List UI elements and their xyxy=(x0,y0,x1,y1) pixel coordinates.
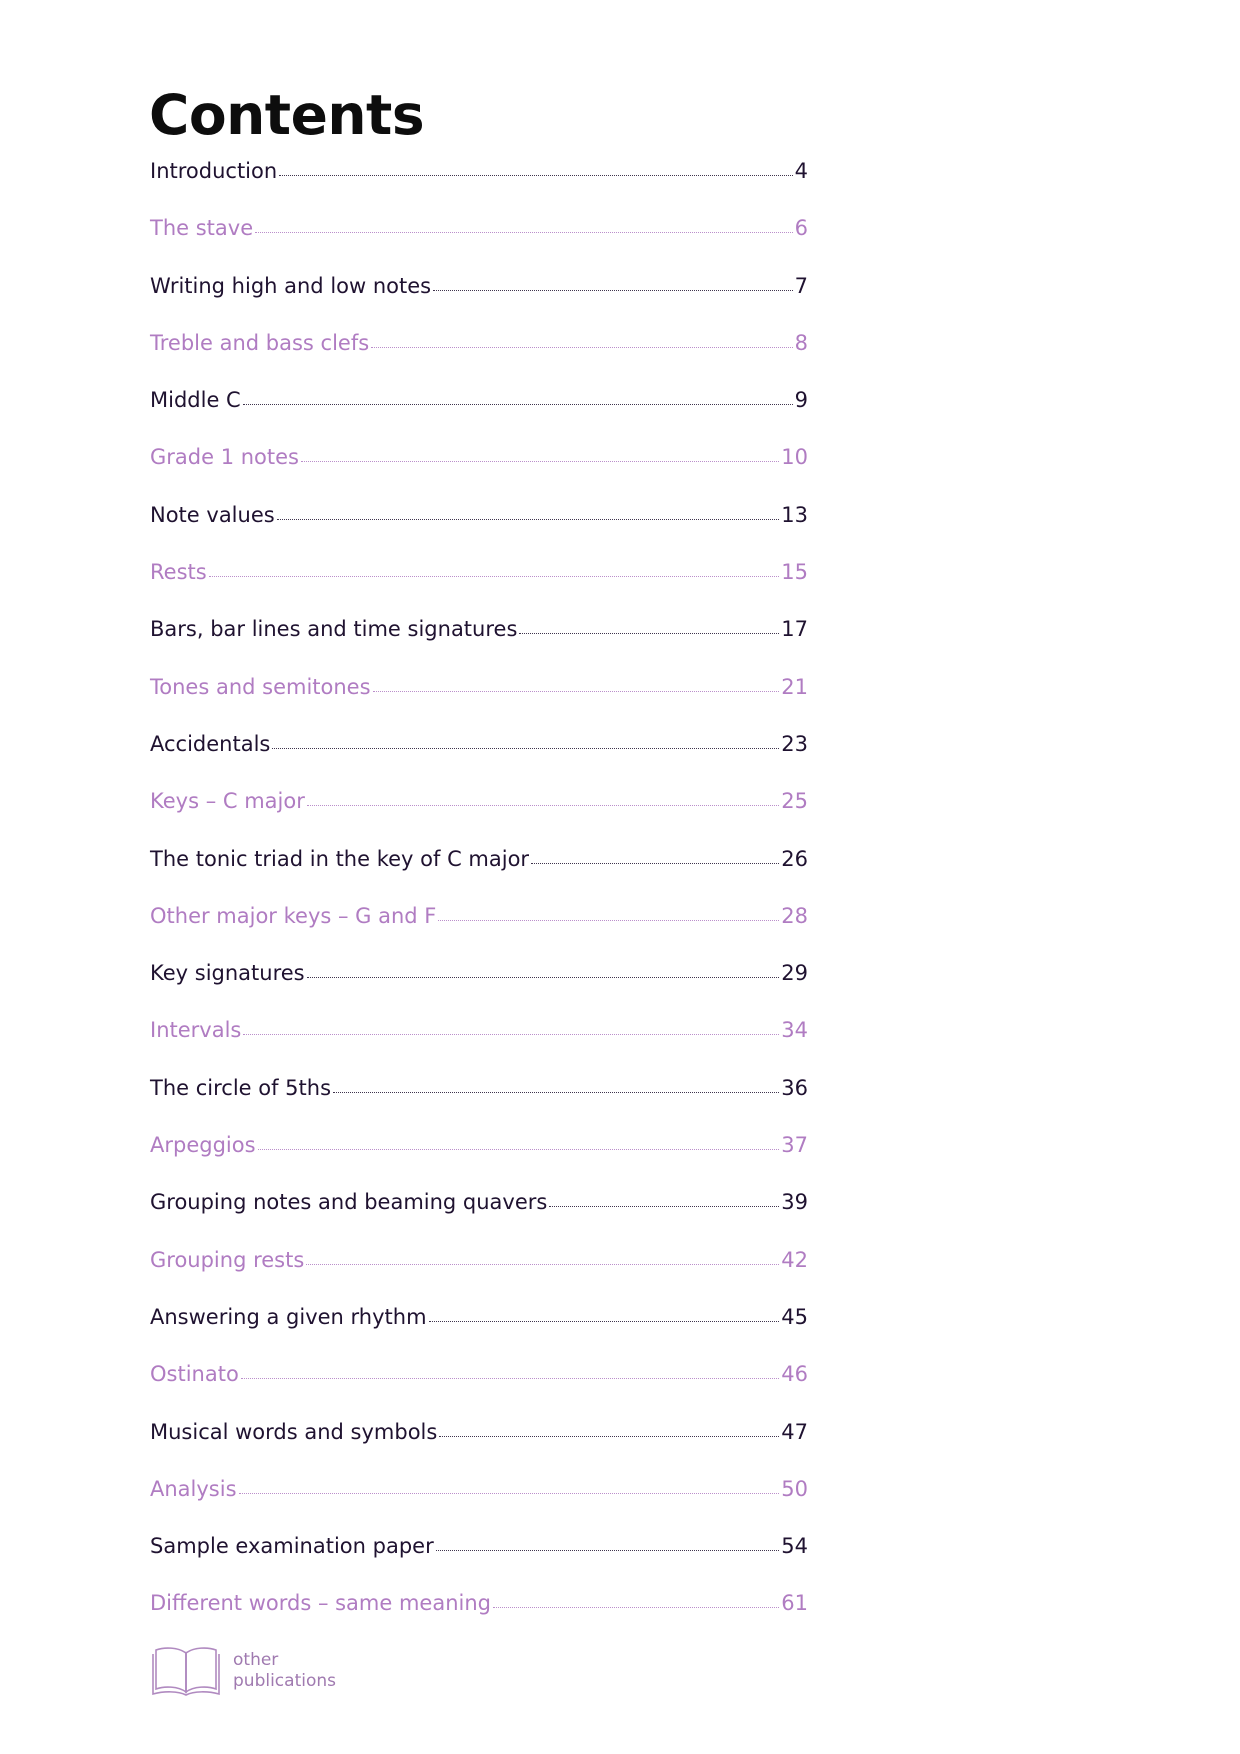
toc-entry[interactable] xyxy=(150,669,808,726)
toc-entry-title: Ostinato xyxy=(150,1362,239,1387)
toc-entry-title: The circle of 5ths xyxy=(150,1075,332,1100)
dot-leader xyxy=(258,1148,780,1150)
toc-entry-page-number: 10 xyxy=(781,445,808,470)
dot-leader xyxy=(333,1091,779,1093)
toc-entry-page-number: 15 xyxy=(781,560,808,585)
toc-entry-title: Sample examination paper xyxy=(150,1534,434,1559)
toc-entry-page-number: 13 xyxy=(781,502,808,527)
dot-leader xyxy=(519,632,779,634)
toc-entry-page-number: 54 xyxy=(781,1534,808,1559)
toc-entry-page-number: 50 xyxy=(781,1476,808,1501)
toc-entry[interactable] xyxy=(150,554,808,611)
toc-entry[interactable] xyxy=(150,898,808,955)
toc-entry-title: Musical words and symbols xyxy=(150,1419,438,1444)
toc-entry-page-number: 42 xyxy=(781,1247,808,1272)
toc-entry[interactable] xyxy=(150,955,808,1012)
dot-leader xyxy=(277,518,780,520)
other-publications-line1: other xyxy=(233,1650,279,1670)
toc-entry-title: Grade 1 notes xyxy=(150,445,299,470)
table-of-contents xyxy=(150,153,808,1643)
toc-entry-page-number: 25 xyxy=(781,789,808,814)
toc-entry-page-number: 26 xyxy=(781,846,808,871)
dot-leader xyxy=(301,460,779,462)
toc-entry-title: Different words – same meaning xyxy=(150,1591,492,1616)
dot-leader xyxy=(493,1606,779,1608)
toc-entry[interactable] xyxy=(150,1184,808,1241)
toc-entry-page-number: 23 xyxy=(781,731,808,756)
toc-entry[interactable] xyxy=(150,1356,808,1413)
toc-entry-title: Treble and bass clefs xyxy=(150,330,370,355)
toc-entry[interactable] xyxy=(150,1471,808,1528)
toc-entry-page-number: 8 xyxy=(794,330,808,355)
toc-entry-title: The stave xyxy=(150,216,254,241)
toc-entry-title: Keys – C major xyxy=(150,789,305,814)
dot-leader xyxy=(255,231,793,233)
dot-leader xyxy=(433,289,793,291)
toc-entry-title: Bars, bar lines and time signatures xyxy=(150,617,518,642)
dot-leader xyxy=(272,747,779,749)
toc-entry-title: Accidentals xyxy=(150,731,271,756)
toc-entry[interactable] xyxy=(150,382,808,439)
toc-entry-page-number: 47 xyxy=(781,1419,808,1444)
dot-leader xyxy=(549,1205,779,1207)
toc-entry-title: Intervals xyxy=(150,1018,242,1043)
toc-entry-page-number: 4 xyxy=(794,159,808,183)
dot-leader xyxy=(373,690,780,692)
toc-entry-title: Note values xyxy=(150,502,275,527)
toc-entry[interactable] xyxy=(150,325,808,382)
toc-entry-page-number: 45 xyxy=(781,1304,808,1329)
toc-entry[interactable] xyxy=(150,268,808,325)
toc-entry-title: Rests xyxy=(150,560,207,585)
toc-entry[interactable] xyxy=(150,1414,808,1471)
toc-entry[interactable] xyxy=(150,153,808,210)
dot-leader xyxy=(279,174,792,176)
toc-entry-title: Writing high and low notes xyxy=(150,273,432,298)
dot-leader xyxy=(429,1320,780,1322)
dot-leader xyxy=(243,403,793,405)
toc-entry-title: Introduction xyxy=(150,159,278,183)
other-publications-link[interactable] xyxy=(152,1645,336,1697)
toc-entry[interactable] xyxy=(150,210,808,267)
toc-entry-title: Answering a given rhythm xyxy=(150,1304,427,1329)
toc-entry-page-number: 36 xyxy=(781,1075,808,1100)
dot-leader xyxy=(436,1549,780,1551)
toc-entry[interactable] xyxy=(150,841,808,898)
toc-entry[interactable] xyxy=(150,726,808,783)
toc-entry[interactable] xyxy=(150,1585,808,1642)
dot-leader xyxy=(307,804,779,806)
dot-leader xyxy=(307,976,780,978)
toc-entry[interactable] xyxy=(150,783,808,840)
toc-entry-page-number: 34 xyxy=(781,1018,808,1043)
toc-entry[interactable] xyxy=(150,439,808,496)
toc-entry[interactable] xyxy=(150,1070,808,1127)
dot-leader xyxy=(371,346,792,348)
other-publications-label xyxy=(233,1650,336,1692)
toc-entry-page-number: 17 xyxy=(781,617,808,642)
dot-leader xyxy=(243,1033,779,1035)
toc-entry-title: Middle C xyxy=(150,388,241,413)
dot-leader xyxy=(531,862,779,864)
toc-entry-page-number: 28 xyxy=(781,903,808,928)
toc-entry-page-number: 21 xyxy=(781,674,808,699)
toc-entry-title: Arpeggios xyxy=(150,1133,256,1158)
dot-leader xyxy=(241,1377,779,1379)
toc-entry[interactable] xyxy=(150,497,808,554)
toc-entry-title: Analysis xyxy=(150,1476,237,1501)
toc-entry[interactable] xyxy=(150,1242,808,1299)
toc-entry[interactable] xyxy=(150,1299,808,1356)
toc-entry-title: Grouping rests xyxy=(150,1247,305,1272)
toc-entry-title: The tonic triad in the key of C major xyxy=(150,846,530,871)
toc-entry-page-number: 46 xyxy=(781,1362,808,1387)
toc-entry-page-number: 9 xyxy=(794,388,808,413)
dot-leader xyxy=(209,575,780,577)
toc-entry-title: Grouping notes and beaming quavers xyxy=(150,1190,548,1215)
dot-leader xyxy=(239,1492,780,1494)
toc-entry-title: Other major keys – G and F xyxy=(150,903,437,928)
dot-leader xyxy=(439,1435,779,1437)
toc-entry[interactable] xyxy=(150,1127,808,1184)
toc-entry-page-number: 6 xyxy=(794,216,808,241)
toc-entry-page-number: 37 xyxy=(781,1133,808,1158)
toc-entry-title: Key signatures xyxy=(150,961,305,986)
other-publications-line2: publications xyxy=(233,1671,336,1691)
toc-entry[interactable] xyxy=(150,1528,808,1585)
page-title: Contents xyxy=(149,83,425,147)
toc-entry[interactable] xyxy=(150,1012,808,1069)
toc-entry-page-number: 7 xyxy=(794,273,808,298)
open-book-icon xyxy=(152,1645,220,1697)
dot-leader xyxy=(438,919,779,921)
toc-entry[interactable] xyxy=(150,611,808,668)
toc-entry-title: Tones and semitones xyxy=(150,674,371,699)
dot-leader xyxy=(306,1263,779,1265)
toc-entry-page-number: 61 xyxy=(781,1591,808,1616)
toc-entry-page-number: 29 xyxy=(781,961,808,986)
toc-entry-page-number: 39 xyxy=(781,1190,808,1215)
